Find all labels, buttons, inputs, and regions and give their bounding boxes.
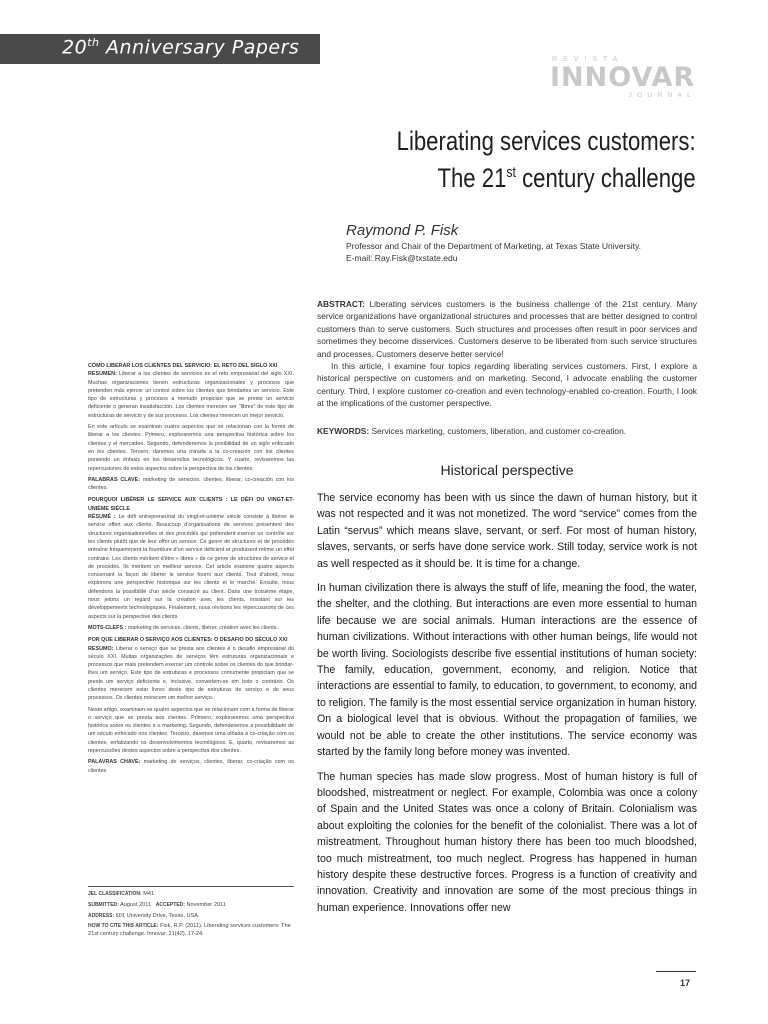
author-affiliation: Professor and Chair of the Department of Marketing, at Texas State University. E-mail: Ray.Fisk@txstate.edu: [346, 241, 641, 263]
article-title: Liberating services customers: The 21st century challenge: [396, 126, 696, 193]
paragraph: In human civilization there is always the stuff of life, meaning the food, the water, the shelter, and the clothing. But interactions are even more essential to human life because we are social animals. Human interactions are the essence of human civilizations. Without interactions with other human beings, life would not be worth living. Sociologists describe five essential institutions of human society: The family, education, government, economy, and religion. Notice that interactions are essential to family, to education, to government, to economy, and to religion. The family is the most essential service organization in human history. On a biological level that is obvious. Without the propagation of families, we would not be able to create the other institutions. The service economy was started by the family long before money was invented.: [317, 582, 697, 759]
author-name: Raymond P. Fisk: [346, 222, 459, 239]
sidebar-abstracts: CÓMO LIBERAR LOS CLIENTES DEL SERVICIO: EL RETO DEL SIGLO XXI RESUMEN: Liberar a los clientes de servicios es el reto empresarial del siglo XXI. Muchas organizaciones tienen estructuras organizacionales y procesos que pretenden más ejercer un control sobre los clientes que brindarles un servicio. Este tipo de estructuras y procesos a menudo propician que se preste un servicio deficiente o generan insatisfacción. Los clientes merecen ser “libres” de este tipo de estructuras de servicio y de sus procesos. Los clientes merecen un mejor servicio. En este artículo se examinan cuatro aspectos que se relacionan con la forma de liberar a los clientes. Primero, exploraremos una perspectiva histórica sobre los clientes y el mercadeo. Segundo, defenderemos la posibilidad de un siglo enfocado en los clientes. Tercero, daremos una mirada a la co-creación con los clientes poniendo un énfasis en los desarrollos tecnológicos. Y cuarto, revisaremos las repercusiones de estos aspectos sobre la perspectiva de los clientes. PALABRAS CLAVE: marketing de servicios, clientes, liberar, co-creación con los clientes. POURQUOI LIBÉRER LE SERVICE AUX CLIENTS : LE DÉFI DU VINGT-ET-UNIÈME SIÈCLE RÉSUMÉ : Le défi entrepreneurial du vingt-et-unième siècle consiste à libérer le service offert aux clients. Beaucoup d’organisations de services présentent des structures organisationnelles et des procédés qui prétendent exercer un contrôle sur les clients plutôt que de leur offrir un service. Ce genre de structures et de procédés entraîne fréquemment la fourniture d’un service déficient et produisent même un effet contraire. Les clients méritent d’être « libres » de ce genre de structures de service et de procédés. Ils méritent un meilleur service. Cet article examine quatre aspects concernant la façon de libérer le service fourni aux clients. Tout d’abord, nous explorons une perspective historique sur les clients et le marché. Ensuite, nous défendons la possibilité d’un siècle consacré au client. Dans une troisième étape, nous jetons un regard sur la création avec les clients, insistant sur les développements technologiques. Finalement, nous révisons les répercussions de ces aspects sur la perspective des clients. MOTS-CLEFS : marketing de services, clients, libérer, création avec les clients. POR QUE LIBERAR O SERVIÇO AOS CLIENTES: O DESAFIO DO SÉCULO XXI RESUMO: Liberar o serviço que se presta aos clientes é o desafio empresarial do século XXI. Muitas organizações de serviços têm estruturas organizacionais e processos que mais pretendem exercer um controle sobre os clientes do que brindar-lhes um serviço. Este tipo de estruturas e processos comumente propiciam que se preste um serviço deficiente e, inclusive, convertem-se em todo o contrário. Os clientes merecem estar livres deste tipo de estruturas de serviço e de seus processos. Os clientes merecem um melhor serviço. Neste artigo, examinam-se quatro aspectos que se relacionam com a forma de liberar o serviço que se presta aos clientes. Primeiro, exploraremos uma perspectiva histórica sobre os clientes e o marketing. Segundo, defenderemos a possibilidade de um século enfocado nos clientes. Terceiro, daremos uma olhada à co-criação com os clientes, enfatizando os desenvolvimentos tecnológicos. E, quarto, revisaremos as repercussões destes aspectos sobre a perspectiva dos clientes. PALAVRAS CHAVE: marketing de serviços, clientes, liberar, co-criação com os clientes: [88, 363, 295, 774]
article-meta: JEL CLASSIFICATION: M41 SUBMITTED: August 2011 ACCEPTED: November 2011 ADDRESS: 601 University Drive, Texas, USA. HOW TO CITE THIS ARTICLE: Fisk, R.P. (2011). Liberating services customers: The 21st century challenge. Innovar, 21(42), 17-24.: [88, 891, 291, 937]
author-email: E-mail: Ray.Fisk@txstate.edu: [346, 253, 458, 263]
paragraph: The human species has made slow progress. Most of human history is full of bloodshed, mistreatment or neglect. For example, Colombia was once a colony of Spain and the United States was once a colony of Britain. Colonialism was about exploiting the colonies for the benefit of the colonialist. There was a lot of mistreatment. Throughout human history there has been too much bloodshed, too much mistreatment, too much neglect. Progress has happened in human history despite these destructive forces. Progress is a function of creativity and innovation. Creativity and innovation are some of the most precious things in human experience. Innovations offer new: [317, 770, 697, 914]
banner-title: 20th Anniversary Papers: [62, 36, 300, 59]
meta-divider: [88, 886, 294, 887]
section-heading: Historical perspective: [440, 462, 574, 478]
journal-logo: REVISTA INNOVAR JOURNAL: [550, 56, 696, 99]
page-number-rule: [656, 971, 696, 972]
keywords: KEYWORDS: Services marketing, customers, liberation, and customer co-creation.: [317, 426, 627, 436]
paragraph: The service economy has been with us since the dawn of human history, but it was not respected and it was not monetized. The word “service” comes from the Latin “servus” which means slave, servant, or serf. For most of human history, slaves, servants, or serfs have done service work. Still today, service work is not as well respected as it should be. It is time for a change.: [317, 492, 697, 570]
body-text: [317, 490, 697, 924]
abstract: ABSTRACT: Liberating services customers is the business challenge of the 21st century. Many service organizations have organizational structures and processes that are better designed to control customers than to serve customers. Such structures and processes often result in poor services and sometimes they become disservices. Customers deserve to be liberated from such service structures and processes. Customers deserve better service! In this article, I examine four topics regarding liberating services customers. First, I explore a historical perspective on customers and on marketing. Second, I advocate enabling the customer century. Third, I explore customer co-creation and even technology-enabled co-creation. Fourth, I look at the implications of the customer perspective.: [317, 299, 697, 409]
page-number: 17: [680, 978, 691, 988]
